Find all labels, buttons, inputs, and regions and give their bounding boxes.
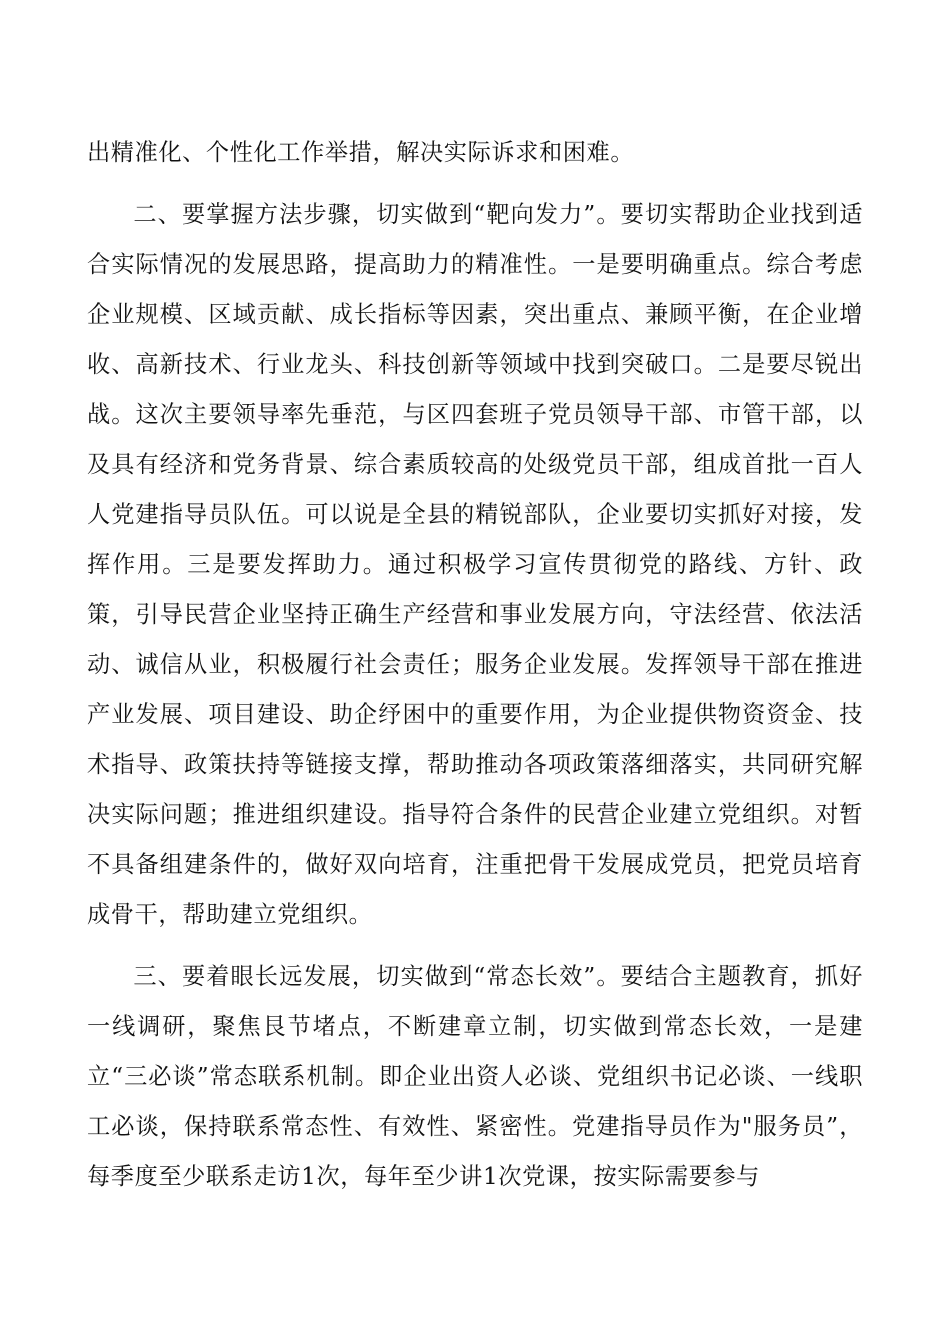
document-body xyxy=(87,128,863,1202)
paragraph-section-three: 三、要着眼长远发展，切实做到“常态长效”。要结合主题教育，抓好一线调研，聚焦艮节堵点，不断建章立制，切实做到常态长效，一是建立“三必谈”常态联系机制。即企业出资人必谈、党组织书记必谈、一线职工必谈，保持联系常态性、有效性、紧密性。党建指导员作为"服务员”，每季度至少联系走访1次，每年至少讲1次党课，按实际需要参与 xyxy=(87,963,863,1190)
paragraph-continuation: 出精准化、个性化工作举措，解决实际诉求和困难。 xyxy=(87,139,635,166)
paragraph-section-two: 二、要掌握方法步骤，切实做到“靶向发力”。要切实帮助企业找到适合实际情况的发展思路，提高助力的精准性。一是要明确重点。综合考虑企业规模、区域贡献、成长指标等因素，突出重点、兼顾平衡，在企业增收、高新技术、行业龙头、科技创新等领域中找到突破口。二是要尽锐出战。这次主要领导率先垂范，与区四套班子党员领导干部、市管干部，以及具有经济和党务背景、综合素质较高的处级党员干部，组成首批一百人人党建指导员队伍。可以说是全县的精锐部队，企业要切实抓好对接，发挥作用。三是要发挥助力。通过积极学习宣传贯彻党的路线、方针、政策，引导民营企业坚持正确生产经营和事业发展方向，守法经营、依法活动、诚信从业，积极履行社会责任；服务企业发展。发挥领导干部在推进产业发展、项目建设、助企纾困中的重要作用，为企业提供物资资金、技术指导、政策扶持等链接支撑，帮助推动各项政策落细落实，共同研究解决实际问题；推进组织建设。指导符合条件的民营企业建立党组织。对暂不具备组建条件的，做好双向培育，注重把骨干发展成党员，把党员培育成骨干，帮助建立党组织。 xyxy=(87,201,863,928)
